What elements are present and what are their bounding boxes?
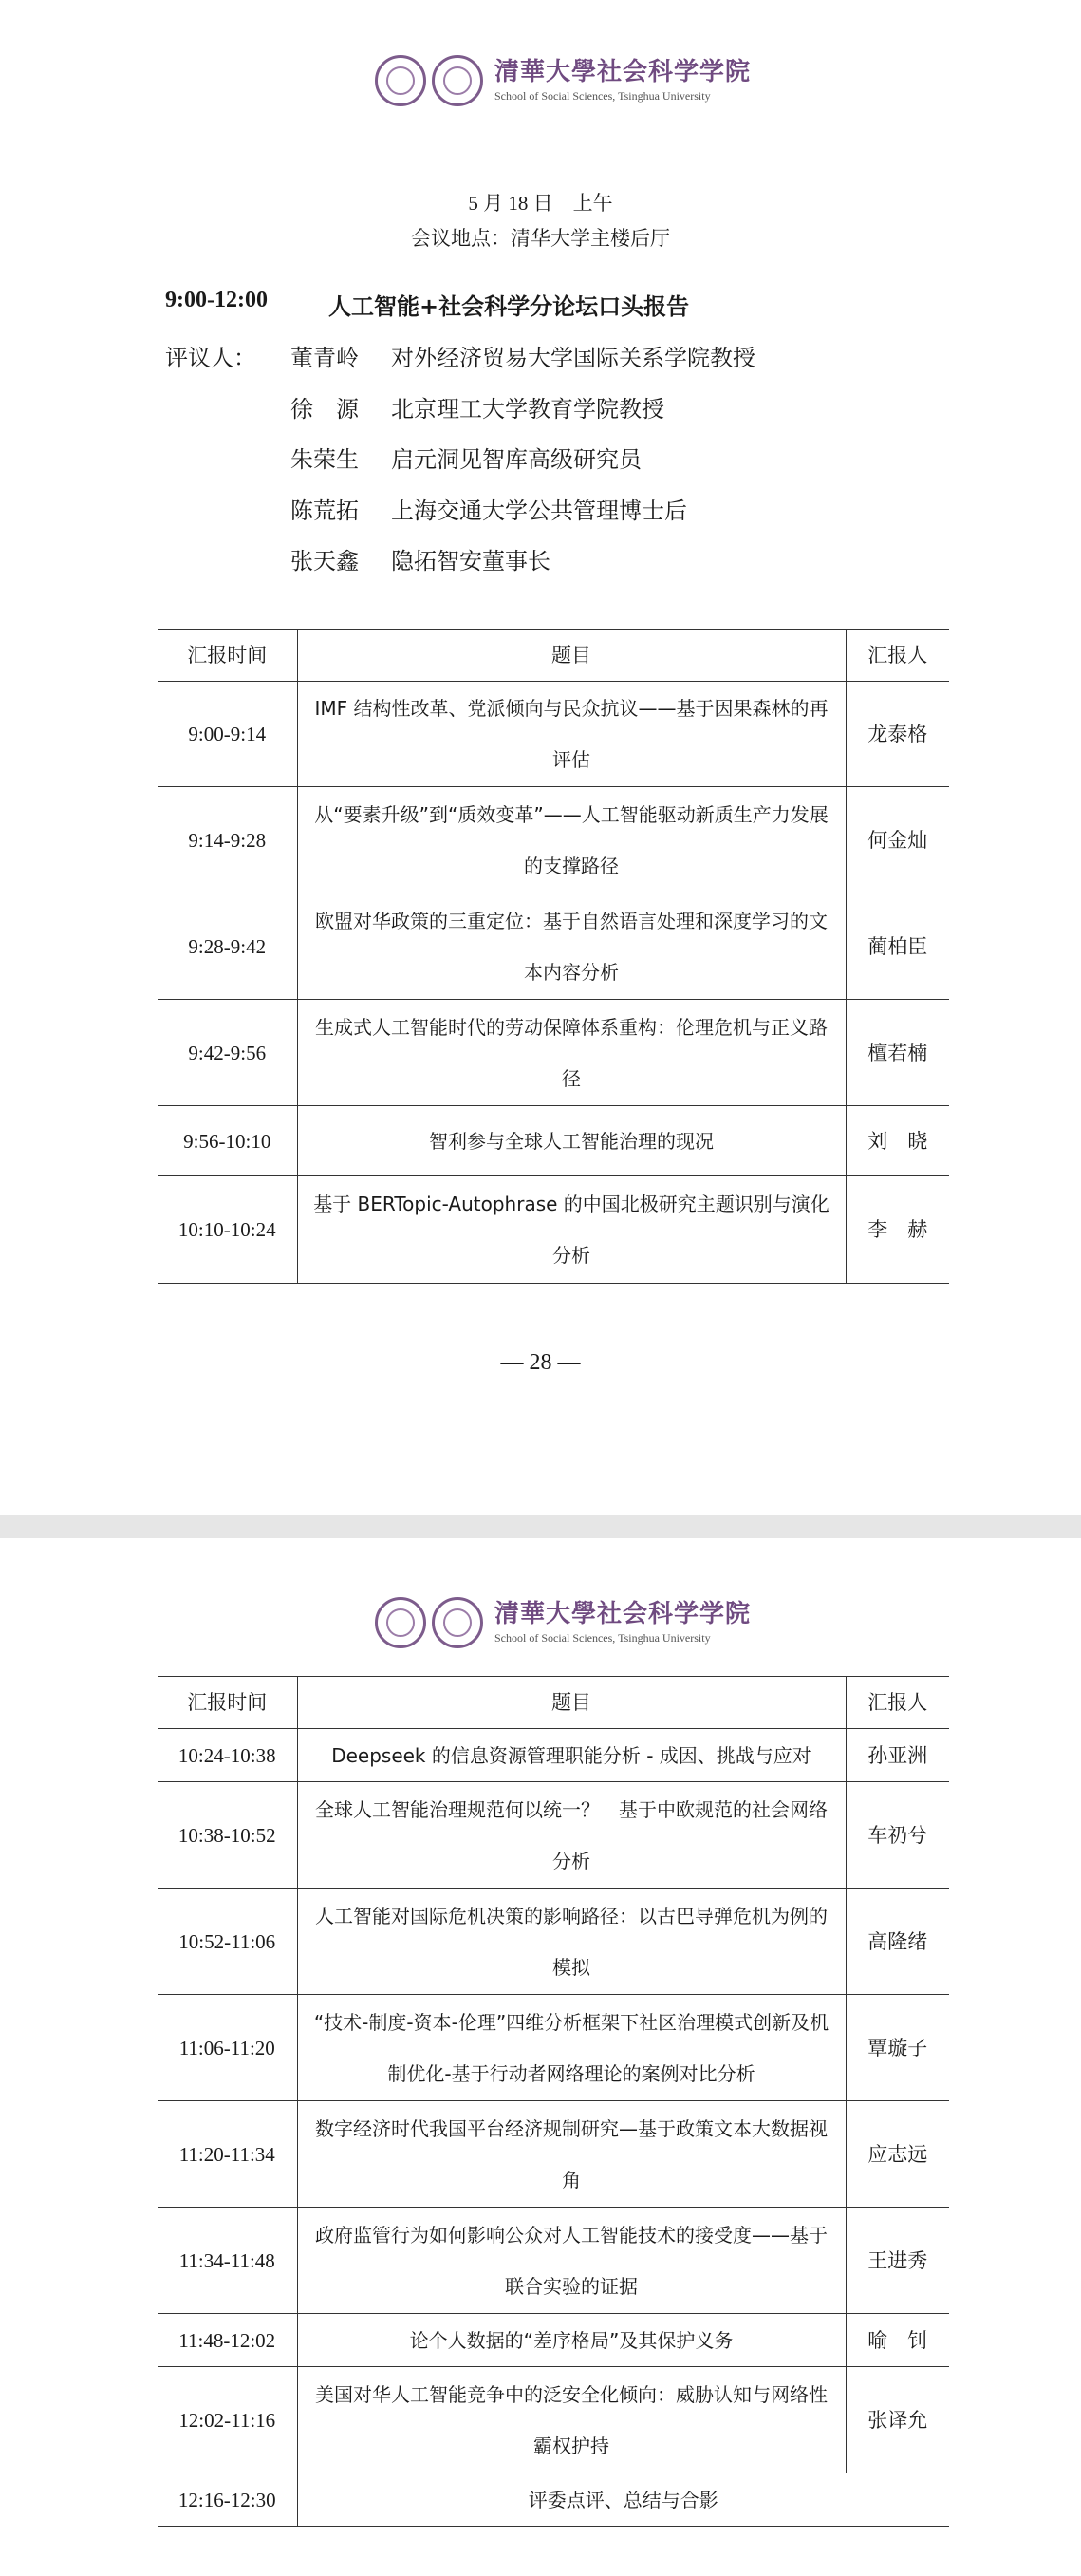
school-seal-icon: [432, 1597, 483, 1648]
table-row: [158, 893, 949, 1000]
school-seal-icon: [432, 55, 483, 106]
reviewer-item: [290, 339, 755, 372]
header-time: 汇报时间: [158, 630, 297, 682]
school-name-cn: 清華大學社会科学学院: [494, 1600, 752, 1628]
row-topic: IMF 结构性改革、党派倾向与民众抗议——基于因果森林的再评估: [297, 682, 846, 787]
header-speaker: 汇报人: [846, 1677, 949, 1729]
row-time: 10:38-10:52: [158, 1782, 297, 1889]
reviewer-name: 董青岭: [290, 345, 359, 371]
row-topic: 从“要素升级”到“质效变革”——人工智能驱动新质生产力发展的支撑路径: [297, 787, 846, 893]
table-row: [158, 2473, 949, 2527]
row-speaker: 刘 晓: [846, 1106, 949, 1176]
row-speaker: 檀若楠: [846, 1000, 949, 1106]
row-topic: 人工智能对国际危机决策的影响路径：以古巴导弹危机为例的模拟: [297, 1889, 846, 1995]
university-seal-icon: [375, 55, 426, 106]
row-topic: 评委点评、总结与合影: [297, 2473, 949, 2527]
university-seal-icon: [375, 1597, 426, 1648]
table-row: [158, 1729, 949, 1782]
table-row: [158, 1782, 949, 1889]
table-header-row: [158, 1677, 949, 1729]
table-row: [158, 1889, 949, 1995]
reviewer-title: 启元洞见智库高级研究员: [391, 446, 642, 473]
row-topic: 论个人数据的“差序格局”及其保护义务: [297, 2314, 846, 2367]
row-time: 11:48-12:02: [158, 2314, 297, 2367]
table-row: [158, 2367, 949, 2473]
reviewer-title: 上海交通大学公共管理博士后: [391, 498, 687, 524]
school-name-en: School of Social Sciences, Tsinghua University: [494, 89, 711, 103]
reviewer-item: [290, 390, 664, 423]
row-speaker: 王进秀: [846, 2208, 949, 2314]
table-row: [158, 2101, 949, 2208]
table-row: [158, 2314, 949, 2367]
row-topic: 全球人工智能治理规范何以统一？ 基于中欧规范的社会网络分析: [297, 1782, 846, 1889]
row-speaker: 高隆绪: [846, 1889, 949, 1995]
table-row: [158, 1106, 949, 1176]
reviewer-item: [290, 492, 687, 525]
row-time: 10:10-10:24: [158, 1176, 297, 1284]
row-speaker: 孙亚洲: [846, 1729, 949, 1782]
table-row: [158, 2208, 949, 2314]
table-row: [158, 682, 949, 787]
row-speaker: 张译允: [846, 2367, 949, 2473]
row-topic: 智利参与全球人工智能治理的现况: [297, 1106, 846, 1176]
document-page-2: [0, 1538, 1081, 2576]
reviewer-name: 张天鑫: [290, 548, 359, 574]
table-header-row: [158, 630, 949, 682]
row-time: 11:20-11:34: [158, 2101, 297, 2208]
page-separator: [0, 1515, 1081, 1538]
table-row: [158, 787, 949, 893]
row-speaker: 何金灿: [846, 787, 949, 893]
row-topic: 基于 BERTopic-Autophrase 的中国北极研究主题识别与演化分析: [297, 1176, 846, 1284]
reviewer-title: 对外经济贸易大学国际关系学院教授: [391, 345, 755, 371]
row-time: 10:52-11:06: [158, 1889, 297, 1995]
row-topic: 数字经济时代我国平台经济规制研究—基于政策文本大数据视角: [297, 2101, 846, 2208]
page-number: — 28 —: [500, 1350, 581, 1375]
row-time: 12:02-11:16: [158, 2367, 297, 2473]
header-speaker: 汇报人: [846, 630, 949, 682]
table-row: [158, 1176, 949, 1284]
row-speaker: 应志远: [846, 2101, 949, 2208]
reviewer-item: [290, 542, 550, 575]
row-time: 11:34-11:48: [158, 2208, 297, 2314]
session-title: 人工智能+社会科学分论坛口头报告: [328, 293, 690, 320]
table-row: [158, 1995, 949, 2101]
row-speaker: 李 赫: [846, 1176, 949, 1284]
row-time: 12:16-12:30: [158, 2473, 297, 2527]
row-topic: Deepseek 的信息资源管理职能分析 - 成因、挑战与应对: [297, 1729, 846, 1782]
row-topic: 生成式人工智能时代的劳动保障体系重构：伦理危机与正义路径: [297, 1000, 846, 1106]
reviewer-title: 隐拓智安董事长: [391, 548, 550, 574]
row-time: 9:42-9:56: [158, 1000, 297, 1106]
row-time: 9:28-9:42: [158, 893, 297, 1000]
session-date: 5 月 18 日 上午: [468, 192, 613, 215]
row-time: 9:56-10:10: [158, 1106, 297, 1176]
school-logo: [375, 1597, 751, 1648]
row-speaker: 车礽兮: [846, 1782, 949, 1889]
row-topic: 政府监管行为如何影响公众对人工智能技术的接受度——基于联合实验的证据: [297, 2208, 846, 2314]
row-speaker: 喻 钊: [846, 2314, 949, 2367]
session-time: 9:00-12:00: [165, 288, 268, 312]
schedule-table: [158, 1676, 949, 2527]
reviewer-item: [290, 441, 642, 474]
row-topic: 欧盟对华政策的三重定位：基于自然语言处理和深度学习的文本内容分析: [297, 893, 846, 1000]
reviewers-label: 评议人：: [165, 345, 256, 371]
header-topic: 题目: [297, 1677, 846, 1729]
school-name-cn: 清華大學社会科学学院: [494, 58, 752, 86]
row-topic: “技术-制度-资本-伦理”四维分析框架下社区治理模式创新及机制优化-基于行动者网络理论的案例对比分析: [297, 1995, 846, 2101]
reviewer-name: 徐 源: [290, 396, 359, 423]
header-topic: 题目: [297, 630, 846, 682]
session-venue: 会议地点：清华大学主楼后厅: [411, 227, 670, 250]
header-time: 汇报时间: [158, 1677, 297, 1729]
row-time: 10:24-10:38: [158, 1729, 297, 1782]
row-speaker: 龙泰格: [846, 682, 949, 787]
row-time: 11:06-11:20: [158, 1995, 297, 2101]
row-time: 9:00-9:14: [158, 682, 297, 787]
school-brand: [494, 58, 751, 103]
school-name-en: School of Social Sciences, Tsinghua University: [494, 1631, 711, 1645]
row-time: 9:14-9:28: [158, 787, 297, 893]
row-speaker: 蔺柏臣: [846, 893, 949, 1000]
reviewer-title: 北京理工大学教育学院教授: [391, 396, 664, 423]
school-logo: [375, 55, 751, 106]
table-row: [158, 1000, 949, 1106]
schedule-table: [158, 629, 949, 1284]
reviewer-name: 朱荣生: [290, 446, 359, 473]
reviewer-name: 陈荒拓: [290, 498, 359, 524]
row-speaker: 覃璇子: [846, 1995, 949, 2101]
row-topic: 美国对华人工智能竞争中的泛安全化倾向：威胁认知与网络性霸权护持: [297, 2367, 846, 2473]
school-brand: [494, 1600, 751, 1645]
